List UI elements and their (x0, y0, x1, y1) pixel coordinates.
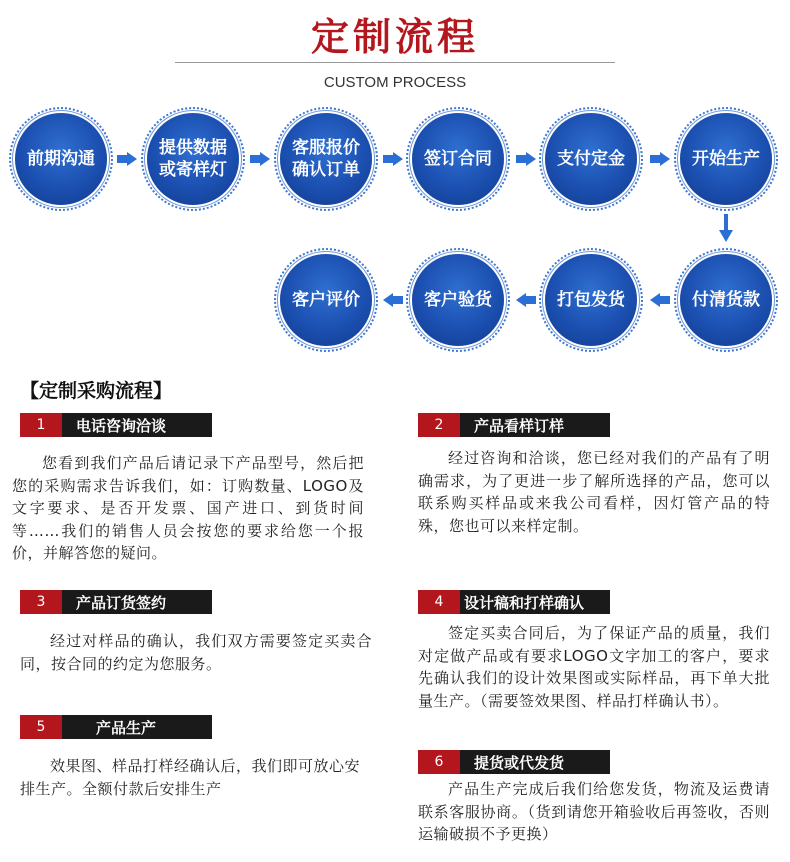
arrow-left-icon (516, 293, 536, 307)
process-step-circle (280, 254, 372, 346)
process-step-circle (15, 113, 107, 205)
process-step-circle (680, 254, 772, 346)
arrow-right-icon (516, 152, 536, 166)
step-description: 经过对样品的确认，我们双方需要签定买卖合同，按合同的约定为您服务。 (20, 632, 372, 673)
step-title: 电话咨询洽谈 (62, 413, 212, 437)
step-description: 效果图、样品打样经确认后，我们即可放心安排生产。全额付款后安排生产 (20, 757, 361, 798)
process-step-label: 付清货款 (692, 290, 760, 310)
process-step-label: 或寄样灯 (159, 160, 227, 180)
title-divider (175, 62, 615, 63)
process-step-label: 支付定金 (557, 149, 625, 169)
process-step-label: 客户评价 (292, 290, 360, 310)
page-subtitle: CUSTOM PROCESS (323, 74, 467, 91)
step-header (418, 413, 610, 437)
arrow-right-icon (650, 152, 670, 166)
step-number: 5 (20, 715, 62, 739)
step-number: 4 (418, 590, 460, 614)
step-title: 产品订货签约 (62, 590, 212, 614)
process-step-circle (545, 113, 637, 205)
arrow-left-icon (650, 293, 670, 307)
arrow-down-icon (719, 214, 733, 242)
step-title: 设计稿和打样确认 (460, 590, 610, 614)
process-step-circle (545, 254, 637, 346)
step-header (418, 590, 610, 614)
step-number: 3 (20, 590, 62, 614)
step-number: 2 (418, 413, 460, 437)
process-step-circle (412, 113, 504, 205)
step-title: 产品生产 (62, 715, 212, 739)
process-step-label: 提供数据 (159, 138, 227, 158)
process-step-label: 开始生产 (692, 149, 760, 169)
arrow-right-icon (250, 152, 270, 166)
process-step-label: 打包发货 (557, 290, 625, 310)
process-step-label: 客服报价 (292, 138, 360, 158)
process-step-circle (680, 113, 772, 205)
step-description: 签定买卖合同后，为了保证产品的质量，我们对定做产品或有要求LOGO文字加工的客户，要求先确认我们的设计效果图或实际样品，再下单大批量生产。（需要签效果图、样品打样确认书）。 (418, 624, 770, 710)
step-description: 经过咨询和洽谈，您已经对我们的产品有了明确需求，为了更进一步了解所选择的产品，您可以联系购买样品或来我公司看样，因灯管产品的特殊，您也可以来样定制。 (418, 449, 770, 535)
step-header (20, 715, 212, 739)
process-step-circle (412, 254, 504, 346)
step-number: 1 (20, 413, 62, 437)
process-step-label: 客户验货 (424, 290, 492, 310)
arrow-right-icon (383, 152, 403, 166)
process-step-circle (280, 113, 372, 205)
step-title: 产品看样订样 (460, 413, 610, 437)
arrow-left-icon (383, 293, 403, 307)
arrow-right-icon (117, 152, 137, 166)
step-description: 您看到我们产品后请记录下产品型号，然后把您的采购需求告诉我们，如：订购数量、LOGO及文字要求、是否开发票、国产进口、到货时间等……我们的销售人员会按您的要求给您一个报价，并解答您的疑问。 (12, 454, 364, 562)
process-step-label: 前期沟通 (27, 149, 95, 169)
process-step-label: 确认订单 (292, 160, 360, 180)
step-description: 产品生产完成后我们给您发货，物流及运费请联系客服协商。（货到请您开箱验收后再签收，否则运输破损不予更换） (418, 780, 770, 843)
section-heading: 【定制采购流程】 (20, 380, 173, 402)
process-step-label: 签订合同 (424, 149, 492, 169)
step-number: 6 (418, 750, 460, 774)
step-header (20, 590, 212, 614)
process-step-circle (147, 113, 239, 205)
step-header (418, 750, 610, 774)
step-title: 提货或代发货 (460, 750, 610, 774)
step-header (20, 413, 212, 437)
page-title: 定制流程 (310, 15, 479, 59)
